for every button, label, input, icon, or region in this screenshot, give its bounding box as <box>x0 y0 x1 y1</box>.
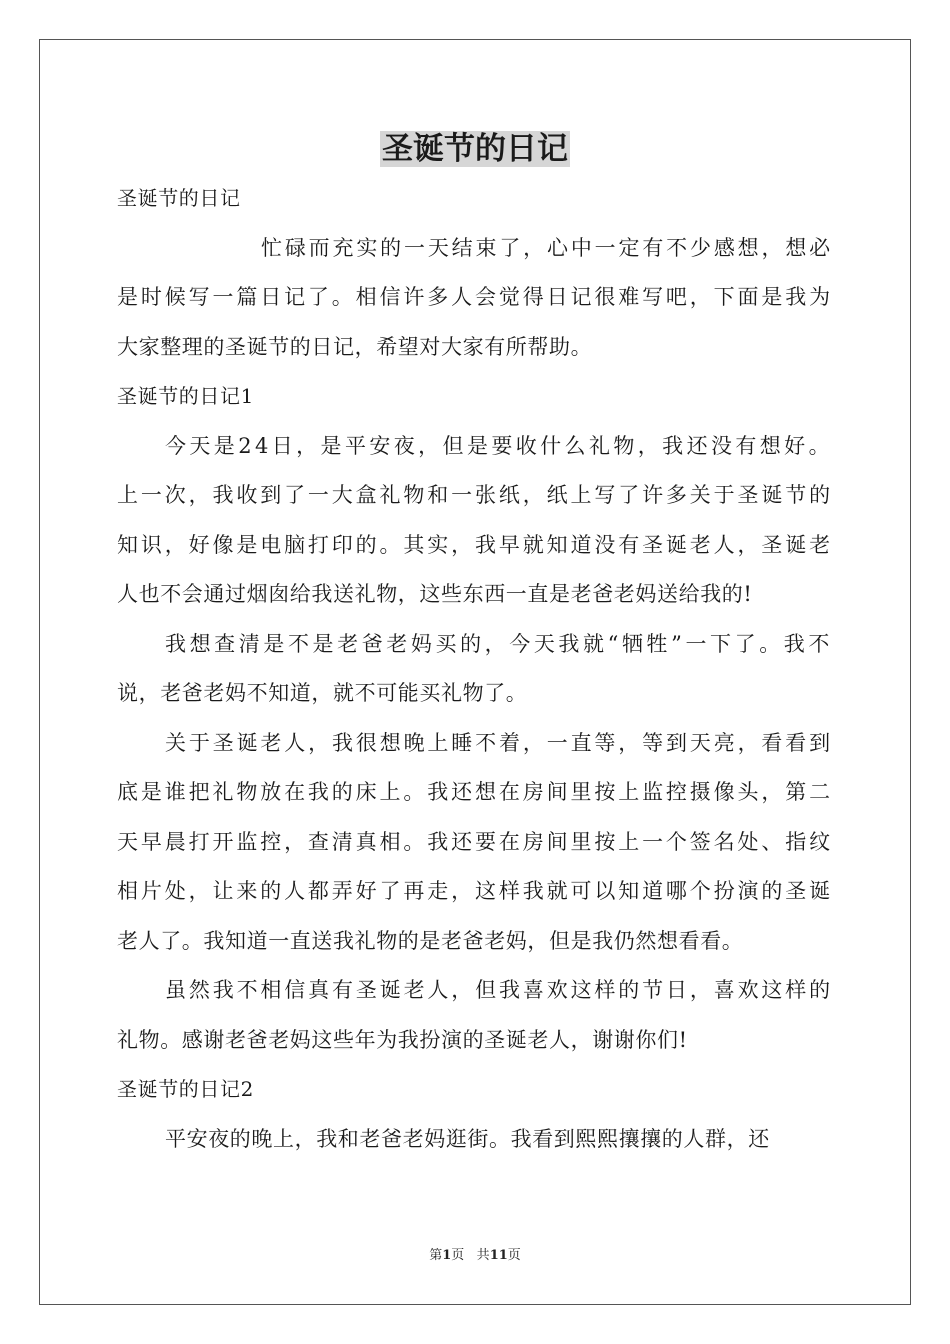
paragraph-line: 礼物。感谢老爸老妈这些年为我扮演的圣诞老人，谢谢你们! <box>117 1027 688 1052</box>
document-title <box>0 128 950 170</box>
page-footer <box>0 1247 950 1265</box>
paragraph-line: 上一次，我收到了一大盒礼物和一张纸，纸上写了许多关于圣诞节的 <box>117 483 833 507</box>
paragraph-line: 人也不会通过烟囱给我送礼物，这些东西一直是老爸老妈送给我的! <box>117 582 753 606</box>
paragraph-line: 忙碌而充实的一天结束了，心中一定有不少感想，想必 <box>261 235 833 260</box>
paragraph-line: 是时候写一篇日记了。相信许多人会觉得日记很难写吧，下面是我为 <box>117 285 833 309</box>
document-title-text: 圣诞节的日记 <box>382 131 568 167</box>
paragraph-line: 我想查清是不是老爸老妈买的，今天我就“牺牲”一下了。我不 <box>165 631 833 656</box>
footer-total-suffix: 页 <box>507 1248 521 1263</box>
section-heading: 圣诞节的日记1 <box>117 384 254 408</box>
footer-page-suffix: 页 <box>451 1248 465 1263</box>
section-heading: 圣诞节的日记 <box>117 186 241 210</box>
paragraph <box>117 1115 833 1165</box>
paragraph-line: 平安夜的晚上，我和老爸老妈逛街。我看到熙熙攘攘的人群，还 <box>165 1126 770 1151</box>
paragraph <box>117 719 833 967</box>
paragraph <box>117 620 833 719</box>
paragraph-line: 今天是24日，是平安夜，但是要收什么礼物，我还没有想好。 <box>165 433 833 458</box>
paragraph-line: 老人了。我知道一直送我礼物的是老爸老妈，但是我仍然想看看。 <box>117 928 744 953</box>
document-body <box>117 174 833 1164</box>
paragraph-line: 大家整理的圣诞节的日记，希望对大家有所帮助。 <box>117 334 593 359</box>
paragraph-line: 天早晨打开监控，查清真相。我还要在房间里按上一个签名处、指纹 <box>117 829 833 854</box>
footer-total-pages: 11 <box>489 1248 508 1263</box>
paragraph-line: 说，老爸老妈不知道，就不可能买礼物了。 <box>117 681 528 705</box>
paragraph-line: 相片处，让来的人都弄好了再走，这样我就可以知道哪个扮演的圣诞 <box>117 879 833 903</box>
footer-prefix: 第 <box>429 1248 443 1263</box>
footer-total-prefix: 共 <box>476 1248 490 1263</box>
paragraph-line: 底是谁把礼物放在我的床上。我还想在房间里按上监控摄像头，第二 <box>117 780 833 804</box>
section-heading: 圣诞节的日记2 <box>117 1077 254 1101</box>
paragraph <box>117 966 833 1065</box>
paragraph <box>117 224 833 373</box>
paragraph-line: 虽然我不相信真有圣诞老人，但我喜欢这样的节日，喜欢这样的 <box>165 978 833 1002</box>
paragraph-line: 关于圣诞老人，我很想晚上睡不着，一直等，等到天亮，看看到 <box>165 730 833 755</box>
paragraph-line: 知识，好像是电脑打印的。其实，我早就知道没有圣诞老人，圣诞老 <box>117 532 833 557</box>
footer-page-number: 1 <box>442 1248 452 1263</box>
paragraph <box>117 422 833 620</box>
